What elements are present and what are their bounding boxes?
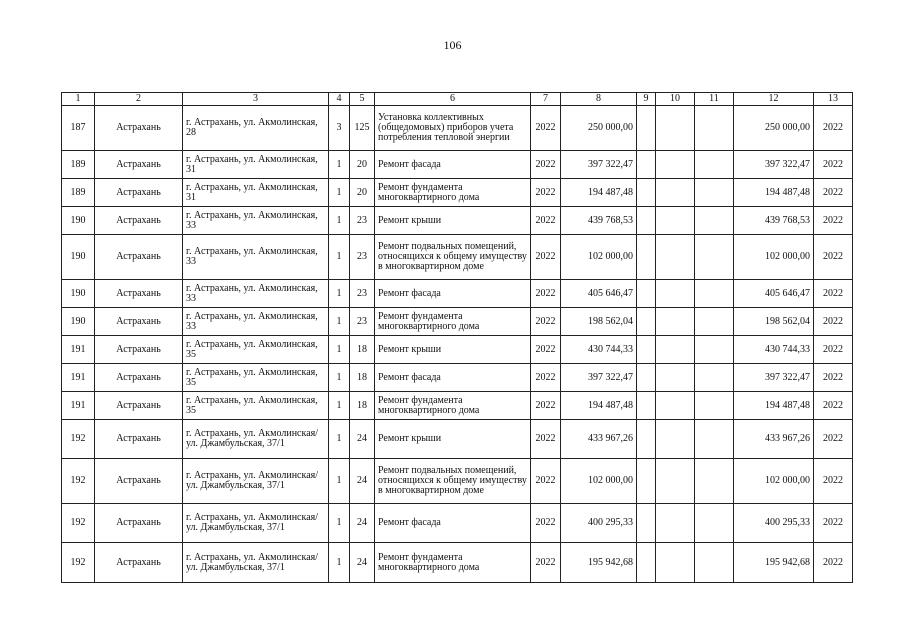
item-number: 191: [62, 364, 95, 392]
col11-cell: [695, 364, 734, 392]
work-type-cell: Ремонт крыши: [375, 207, 531, 235]
year-cell: 2022: [531, 336, 561, 364]
city-cell: Астрахань: [95, 151, 183, 179]
work-type-cell: Ремонт фасада: [375, 151, 531, 179]
table-row: [62, 392, 853, 420]
completion-year-cell: 2022: [814, 308, 853, 336]
col11-cell: [695, 280, 734, 308]
column-header: 1: [62, 93, 95, 106]
year-cell: 2022: [531, 280, 561, 308]
total-cell: 397 322,47: [734, 151, 814, 179]
col4-cell: 1: [329, 364, 350, 392]
col10-cell: [656, 504, 695, 543]
completion-year-cell: 2022: [814, 280, 853, 308]
amount-cell: 198 562,04: [561, 308, 637, 336]
amount-cell: 194 487,48: [561, 392, 637, 420]
col9-cell: [637, 179, 656, 207]
column-header: 12: [734, 93, 814, 106]
col9-cell: [637, 280, 656, 308]
completion-year-cell: 2022: [814, 106, 853, 151]
address-cell: г. Астрахань, ул. Акмолинская, 33: [183, 207, 329, 235]
col5-cell: 23: [350, 235, 375, 280]
item-number: 190: [62, 235, 95, 280]
completion-year-cell: 2022: [814, 504, 853, 543]
repair-registry-table: [61, 92, 853, 583]
table-row: [62, 151, 853, 179]
total-cell: 198 562,04: [734, 308, 814, 336]
col5-cell: 18: [350, 364, 375, 392]
year-cell: 2022: [531, 308, 561, 336]
col10-cell: [656, 151, 695, 179]
col11-cell: [695, 106, 734, 151]
address-cell: г. Астрахань, ул. Акмолинская/ ул. Джамбульская, 37/1: [183, 459, 329, 504]
col11-cell: [695, 504, 734, 543]
col9-cell: [637, 308, 656, 336]
year-cell: 2022: [531, 392, 561, 420]
col11-cell: [695, 392, 734, 420]
column-number-row: [62, 93, 853, 106]
table-row: [62, 106, 853, 151]
amount-cell: 430 744,33: [561, 336, 637, 364]
item-number: 191: [62, 392, 95, 420]
work-type-cell: Ремонт фасада: [375, 364, 531, 392]
city-cell: Астрахань: [95, 504, 183, 543]
year-cell: 2022: [531, 364, 561, 392]
table-row: [62, 336, 853, 364]
address-cell: г. Астрахань, ул. Акмолинская, 33: [183, 280, 329, 308]
col5-cell: 23: [350, 280, 375, 308]
total-cell: 439 768,53: [734, 207, 814, 235]
col11-cell: [695, 336, 734, 364]
completion-year-cell: 2022: [814, 392, 853, 420]
col11-cell: [695, 420, 734, 459]
work-type-cell: Ремонт подвальных помещений, относящихся к общему имуществу в многоквартирном доме: [375, 459, 531, 504]
col5-cell: 20: [350, 179, 375, 207]
year-cell: 2022: [531, 543, 561, 583]
item-number: 192: [62, 420, 95, 459]
col5-cell: 24: [350, 459, 375, 504]
total-cell: 250 000,00: [734, 106, 814, 151]
column-header: 5: [350, 93, 375, 106]
table-row: [62, 504, 853, 543]
total-cell: 397 322,47: [734, 364, 814, 392]
column-header: 6: [375, 93, 531, 106]
table-row: [62, 179, 853, 207]
table-row: [62, 543, 853, 583]
item-number: 192: [62, 504, 95, 543]
col10-cell: [656, 235, 695, 280]
completion-year-cell: 2022: [814, 207, 853, 235]
address-cell: г. Астрахань, ул. Акмолинская, 28: [183, 106, 329, 151]
column-header: 8: [561, 93, 637, 106]
year-cell: 2022: [531, 504, 561, 543]
item-number: 187: [62, 106, 95, 151]
work-type-cell: Ремонт фундамента многоквартирного дома: [375, 543, 531, 583]
table-row: [62, 235, 853, 280]
amount-cell: 102 000,00: [561, 235, 637, 280]
work-type-cell: Ремонт фасада: [375, 280, 531, 308]
col4-cell: 1: [329, 179, 350, 207]
item-number: 190: [62, 308, 95, 336]
col9-cell: [637, 459, 656, 504]
col5-cell: 125: [350, 106, 375, 151]
col9-cell: [637, 235, 656, 280]
city-cell: Астрахань: [95, 459, 183, 504]
work-type-cell: Ремонт крыши: [375, 336, 531, 364]
col9-cell: [637, 504, 656, 543]
work-type-cell: Ремонт подвальных помещений, относящихся к общему имуществу в многоквартирном доме: [375, 235, 531, 280]
work-type-cell: Ремонт фундамента многоквартирного дома: [375, 179, 531, 207]
col9-cell: [637, 543, 656, 583]
col10-cell: [656, 420, 695, 459]
col4-cell: 1: [329, 207, 350, 235]
col5-cell: 18: [350, 392, 375, 420]
col5-cell: 24: [350, 504, 375, 543]
col10-cell: [656, 336, 695, 364]
page-number: 106: [443, 38, 462, 52]
address-cell: г. Астрахань, ул. Акмолинская, 35: [183, 364, 329, 392]
year-cell: 2022: [531, 151, 561, 179]
column-header: 7: [531, 93, 561, 106]
completion-year-cell: 2022: [814, 420, 853, 459]
table-row: [62, 364, 853, 392]
table-row: [62, 420, 853, 459]
col10-cell: [656, 179, 695, 207]
city-cell: Астрахань: [95, 543, 183, 583]
amount-cell: 195 942,68: [561, 543, 637, 583]
col5-cell: 24: [350, 543, 375, 583]
completion-year-cell: 2022: [814, 151, 853, 179]
address-cell: г. Астрахань, ул. Акмолинская, 33: [183, 235, 329, 280]
work-type-cell: Установка коллективных (общедомовых) приборов учета потребления тепловой энергии: [375, 106, 531, 151]
year-cell: 2022: [531, 179, 561, 207]
city-cell: Астрахань: [95, 280, 183, 308]
table-row: [62, 280, 853, 308]
total-cell: 405 646,47: [734, 280, 814, 308]
amount-cell: 102 000,00: [561, 459, 637, 504]
amount-cell: 439 768,53: [561, 207, 637, 235]
col10-cell: [656, 392, 695, 420]
col10-cell: [656, 308, 695, 336]
col5-cell: 24: [350, 420, 375, 459]
col11-cell: [695, 543, 734, 583]
column-header: 10: [656, 93, 695, 106]
item-number: 189: [62, 151, 95, 179]
city-cell: Астрахань: [95, 420, 183, 459]
total-cell: 400 295,33: [734, 504, 814, 543]
col5-cell: 20: [350, 151, 375, 179]
item-number: 189: [62, 179, 95, 207]
col9-cell: [637, 364, 656, 392]
total-cell: 194 487,48: [734, 392, 814, 420]
column-header: 4: [329, 93, 350, 106]
work-type-cell: Ремонт фундамента многоквартирного дома: [375, 392, 531, 420]
year-cell: 2022: [531, 207, 561, 235]
total-cell: 194 487,48: [734, 179, 814, 207]
city-cell: Астрахань: [95, 308, 183, 336]
col4-cell: 1: [329, 151, 350, 179]
col9-cell: [637, 392, 656, 420]
col4-cell: 1: [329, 543, 350, 583]
col10-cell: [656, 543, 695, 583]
column-header: 2: [95, 93, 183, 106]
column-header: 11: [695, 93, 734, 106]
amount-cell: 397 322,47: [561, 364, 637, 392]
col11-cell: [695, 459, 734, 504]
completion-year-cell: 2022: [814, 336, 853, 364]
address-cell: г. Астрахань, ул. Акмолинская, 33: [183, 308, 329, 336]
table-row: [62, 308, 853, 336]
column-header: 13: [814, 93, 853, 106]
total-cell: 195 942,68: [734, 543, 814, 583]
city-cell: Астрахань: [95, 235, 183, 280]
city-cell: Астрахань: [95, 179, 183, 207]
col5-cell: 23: [350, 207, 375, 235]
city-cell: Астрахань: [95, 364, 183, 392]
address-cell: г. Астрахань, ул. Акмолинская/ ул. Джамбульская, 37/1: [183, 420, 329, 459]
col10-cell: [656, 364, 695, 392]
item-number: 190: [62, 207, 95, 235]
col4-cell: 1: [329, 336, 350, 364]
item-number: 190: [62, 280, 95, 308]
col4-cell: 1: [329, 459, 350, 504]
total-cell: 102 000,00: [734, 235, 814, 280]
col9-cell: [637, 420, 656, 459]
amount-cell: 194 487,48: [561, 179, 637, 207]
work-type-cell: Ремонт крыши: [375, 420, 531, 459]
col11-cell: [695, 235, 734, 280]
col4-cell: 1: [329, 392, 350, 420]
col9-cell: [637, 336, 656, 364]
col9-cell: [637, 151, 656, 179]
total-cell: 433 967,26: [734, 420, 814, 459]
year-cell: 2022: [531, 235, 561, 280]
col4-cell: 1: [329, 420, 350, 459]
amount-cell: 400 295,33: [561, 504, 637, 543]
col10-cell: [656, 207, 695, 235]
year-cell: 2022: [531, 459, 561, 504]
table-row: [62, 459, 853, 504]
address-cell: г. Астрахань, ул. Акмолинская, 35: [183, 392, 329, 420]
year-cell: 2022: [531, 420, 561, 459]
col10-cell: [656, 459, 695, 504]
address-cell: г. Астрахань, ул. Акмолинская, 31: [183, 179, 329, 207]
address-cell: г. Астрахань, ул. Акмолинская, 35: [183, 336, 329, 364]
completion-year-cell: 2022: [814, 459, 853, 504]
item-number: 192: [62, 459, 95, 504]
col4-cell: 1: [329, 235, 350, 280]
item-number: 191: [62, 336, 95, 364]
col4-cell: 3: [329, 106, 350, 151]
completion-year-cell: 2022: [814, 364, 853, 392]
total-cell: 430 744,33: [734, 336, 814, 364]
col5-cell: 23: [350, 308, 375, 336]
city-cell: Астрахань: [95, 207, 183, 235]
completion-year-cell: 2022: [814, 235, 853, 280]
col9-cell: [637, 207, 656, 235]
city-cell: Астрахань: [95, 336, 183, 364]
col10-cell: [656, 106, 695, 151]
col9-cell: [637, 106, 656, 151]
col10-cell: [656, 280, 695, 308]
col11-cell: [695, 179, 734, 207]
column-header: 3: [183, 93, 329, 106]
address-cell: г. Астрахань, ул. Акмолинская/ ул. Джамбульская, 37/1: [183, 504, 329, 543]
address-cell: г. Астрахань, ул. Акмолинская, 31: [183, 151, 329, 179]
col11-cell: [695, 308, 734, 336]
year-cell: 2022: [531, 106, 561, 151]
amount-cell: 433 967,26: [561, 420, 637, 459]
work-type-cell: Ремонт фасада: [375, 504, 531, 543]
work-type-cell: Ремонт фундамента многоквартирного дома: [375, 308, 531, 336]
item-number: 192: [62, 543, 95, 583]
completion-year-cell: 2022: [814, 543, 853, 583]
col5-cell: 18: [350, 336, 375, 364]
city-cell: Астрахань: [95, 392, 183, 420]
city-cell: Астрахань: [95, 106, 183, 151]
col11-cell: [695, 207, 734, 235]
col4-cell: 1: [329, 308, 350, 336]
amount-cell: 397 322,47: [561, 151, 637, 179]
col4-cell: 1: [329, 504, 350, 543]
amount-cell: 405 646,47: [561, 280, 637, 308]
amount-cell: 250 000,00: [561, 106, 637, 151]
col11-cell: [695, 151, 734, 179]
column-header: 9: [637, 93, 656, 106]
completion-year-cell: 2022: [814, 179, 853, 207]
total-cell: 102 000,00: [734, 459, 814, 504]
col4-cell: 1: [329, 280, 350, 308]
table-row: [62, 207, 853, 235]
table-body: [62, 93, 853, 583]
address-cell: г. Астрахань, ул. Акмолинская/ ул. Джамбульская, 37/1: [183, 543, 329, 583]
